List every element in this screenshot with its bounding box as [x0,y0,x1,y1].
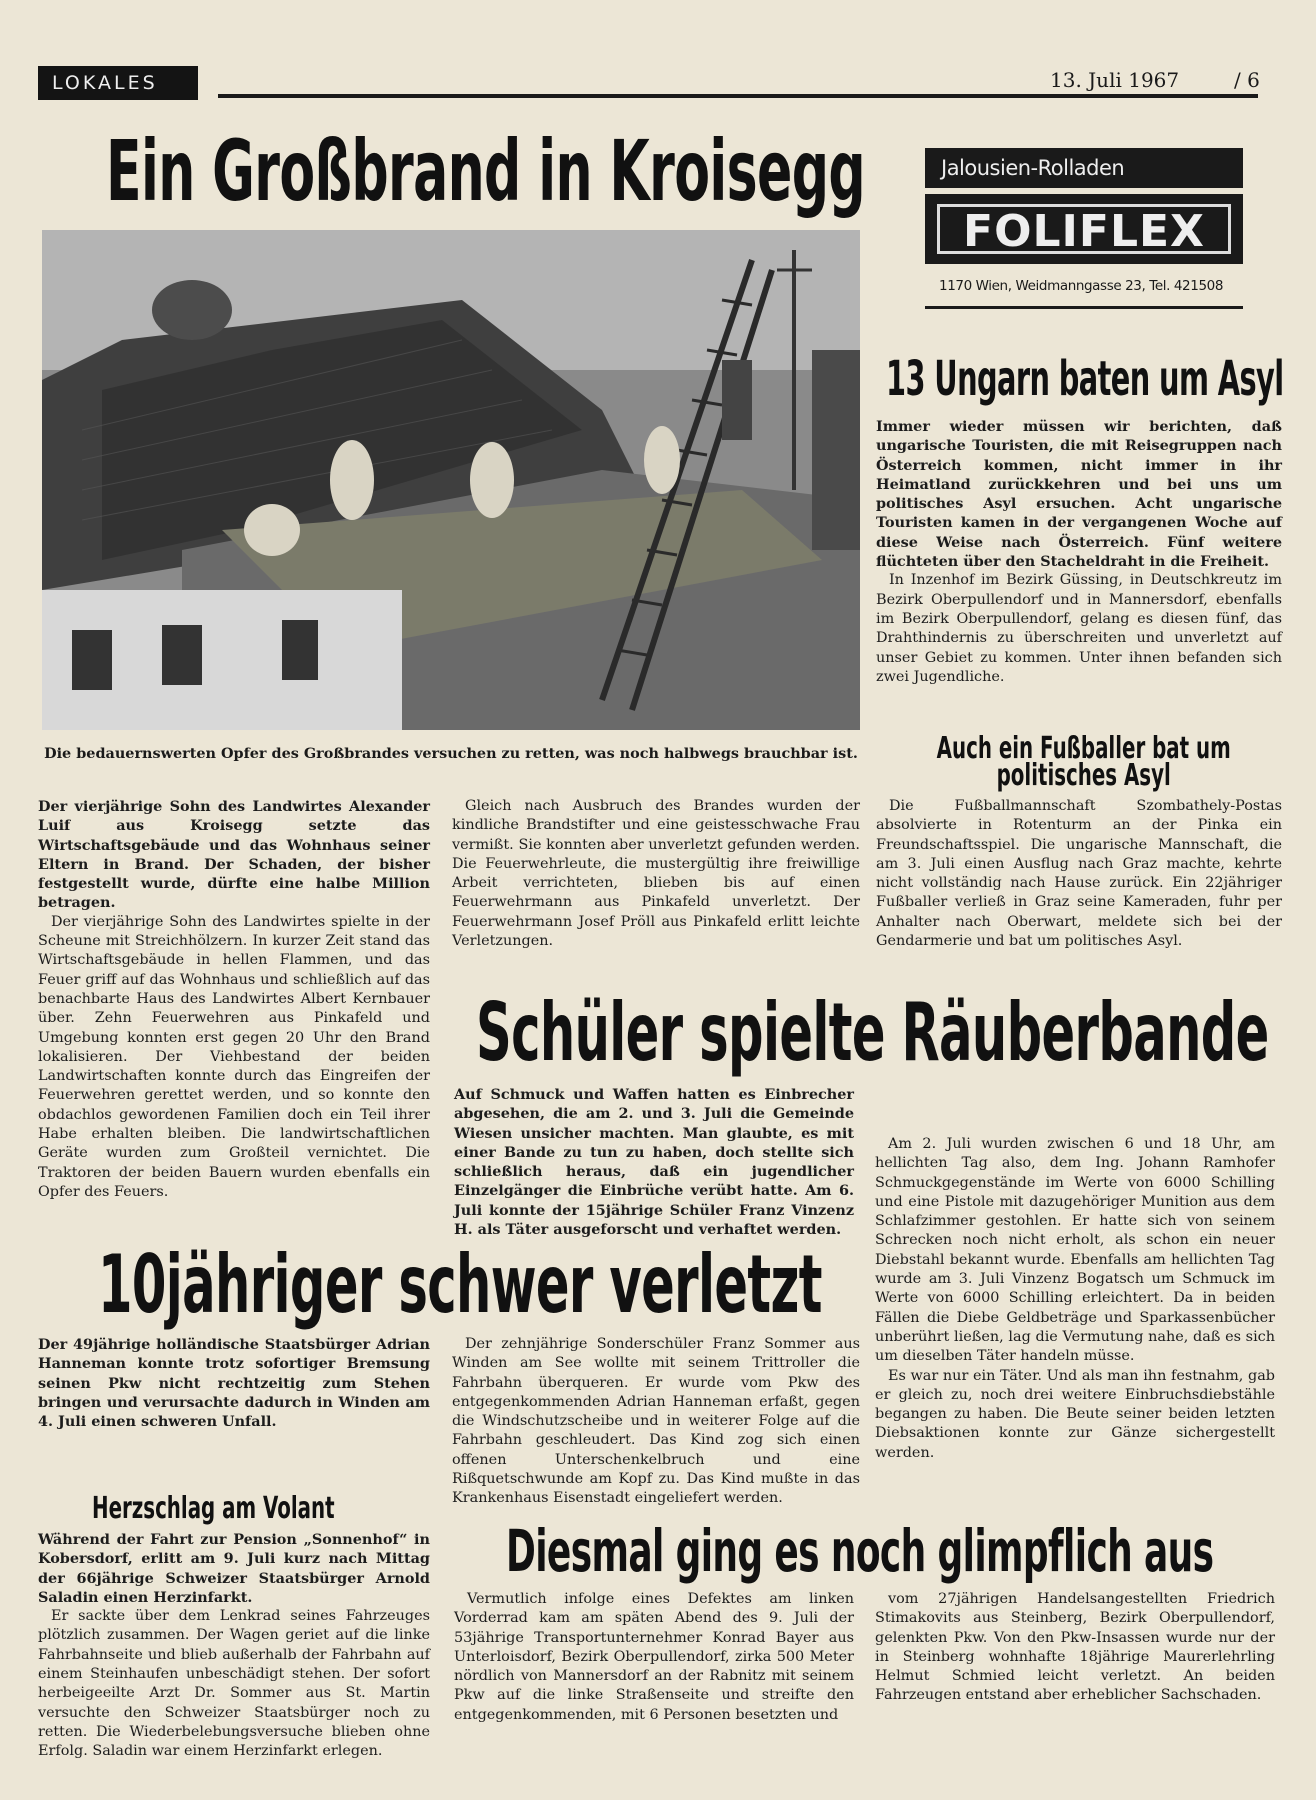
raeuber-body2: Es war nur ein Täter. Und als man ihn festnahm, gab er gleich zu, noch drei weitere Einbruchsdiebstähle begangen zu haben. Die Beute seiner beiden letzten Diebsaktionen konnte zur Gänze sichergestellt werden. [875,1367,1275,1461]
ad-brand-box [925,194,1243,264]
grossbrand-col2 [452,797,860,951]
page-number: / 6 [1234,68,1260,92]
fire-photo-image [42,230,860,730]
headline-grossbrand: Ein Großbrand in Kroisegg [106,122,866,220]
masthead-rule [218,94,1258,98]
fire-photo [42,230,860,730]
headline-ungarn-asyl: 13 Ungarn baten um Asyl [886,351,1284,407]
glimpflich-body1: Vermutlich infolge eines Defektes am linken Vorderrad kam am späten Abend des 9. Juli der 53jährige Transportunternehmer Konrad Bayer aus Unterloisdorf, Bezirk Oberpullendorf, zirka 500 Meter nördlich von Mannersdorf an der Rabnitz mit seinem Pkw auf die linke Straßenseite und streifte den entgegenkommenden, mit 6 Personen besetzten und [454,1591,854,1723]
raeuber-col2 [875,1135,1275,1463]
raeuber-col1 [454,1085,854,1239]
raeuber-body1: Am 2. Juli wurden zwischen 6 und 18 Uhr, am hellichten Tag also, dem Ing. Johann Ramhofer Schmuckgegenstände im Werte von 6000 Schilling und eine Pistole mit dazugehöriger Munition aus dem Schlafzimmer gestohlen. Er hatte sich von seinem Schrecken noch nicht erholt, als schon ein neuer Diebstahl bekannt wurde. Ebenfalls am hellichten Tag wurde am 3. Juli Vinzenz Bogatsch um Schmuck im Werte von 6000 Schilling erleichtert. Da in beiden Fällen die Diebe Geldbeträge und Sparkassenbücher unberührt ließen, lag die Vermutung nahe, daß es sich um dieselben Täter handeln müsse. [875,1136,1275,1365]
raeuber-lead: Auf Schmuck und Waffen hatten es Einbrecher abgesehen, die am 2. und 3. Juli die Gemeinde Wiesen unsicher machten. Man glaubte, es mit einer Bande zu tun zu haben, doch stellte sich schließlich heraus, daß ein jugendlicher Einzelgänger die Einbrüche verübt hatte. Am 6. Juli konnte der 15jährige Schüler Franz Vinzenz H. als Täter ausgeforscht und verhaftet werden. [454,1086,854,1239]
ad-address: 1170 Wien, Weidmanngasse 23, Tel. 421508 [939,278,1224,294]
section-label: LOKALES [38,66,198,100]
photo-caption: Die bedauernswerten Opfer des Großbrandes versuchen zu retten, was noch halbwegs brauchbar ist. [44,745,858,762]
ad-tagline: Jalousien-Rolladen [925,148,1243,188]
unfall-col2 [452,1335,860,1509]
headline-herzschlag: Herzschlag am Volant [92,1491,335,1526]
fussballer-body: Die Fußballmannschaft Szombathely-Postas absolvierte in Rotenturm an der Pinka ein Freundschaftsspiel. Die ungarische Mannschaft, die am 3. Juli einen Ausflug nach Graz machte, kehrte nicht vollständig nach Hause zurück. Ein 22jähriger Fußballer verließ in Graz seine Kameraden, fuhr per Anhalter nach Oberwart, meldete sich bei der Gendarmerie und bat um politisches Asyl. [876,798,1282,950]
fussballer-column [876,797,1282,951]
foliflex-ad [925,148,1245,310]
grossbrand-body2: Gleich nach Ausbruch des Brandes wurden der kindliche Brandstifter und eine geistesschwache Frau vermißt. Sie konnten aber unverletzt gefunden werden. Die Feuerwehrleute, die mustergültig ihre freiwillige Arbeit verrichteten, blieben bis auf einen Feuerwehrmann aus Pinkafeld unverletzt. Der Feuerwehrmann Josef Pröll aus Pinkafeld erlitt leichte Verletzungen. [452,798,860,950]
glimpflich-col1 [454,1590,854,1725]
ad-brand-logo: FOLIFLEX [937,204,1231,254]
grossbrand-lead: Der vierjährige Sohn des Landwirtes Alexander Luif aus Kroisegg setzte das Wirtschaftsgebäude und das Wohnhaus seiner Eltern in Brand. Der Schaden, der bisher festgestellt wurde, dürfte eine halbe Million betragen. [38,798,430,912]
subhead-fussballer: Auch ein Fußballer bat um politisches Asyl [936,731,1231,793]
unfall-lead: Der 49jährige holländische Staatsbürger Adrian Hanneman konnte trotz sofortiger Bremsung seinen Pkw nicht rechtzeitig zum Stehen bringen und verursachte dadurch in Winden am 4. Juli einen schweren Unfall. [38,1336,430,1431]
asyl-body1: In Inzenhof im Bezirk Güssing, in Deutschkreutz im Bezirk Oberpullendorf und in Mannersdorf, ebenfalls im Bezirk Oberpullendorf, gelang es diesen fünf, das Drahthindernis zu überschreiten und unverletzt auf unser Gebiet zu kommen. Unter ihnen befanden sich zwei Jugendliche. [876,572,1282,685]
glimpflich-body2: vom 27jährigen Handelsangestellten Friedrich Stimakovits aus Steinberg, Bezirk Oberpullendorf, gelenkten Pkw. Von den Pkw-Insassen wurde nur der in Steinberg wohnhafte 18jährige Maurerlehrling Helmut Schmied leicht verletzt. An beiden Fahrzeugen entstand aber erheblicher Sachschaden. [875,1591,1275,1704]
issue-date: 13. Juli 1967 [1050,68,1180,92]
ad-rule [925,306,1243,309]
unfall-body: Der zehnjährige Sonderschüler Franz Sommer aus Winden am See wollte mit seinem Trittroller die Fahrbahn überqueren. Er wurde vom Pkw des entgegenkommenden Adrian Hanneman erfaßt, gegen die Windschutzscheibe und in weiterer Folge auf die Fahrbahn geschleudert. Das Kind zog sich einen offenen Unterschenkelbruch und eine Rißquetschwunde am Kopf zu. Das Kind mußte in das Krankenhaus Eisenstadt eingeliefert werden. [452,1336,860,1507]
headline-glimpflich: Diesmal ging es noch glimpflich aus [506,1517,1214,1585]
herzschlag-body: Er sackte über dem Lenkrad seines Fahrzeuges plötzlich zusammen. Der Wagen geriet auf die linke Fahrbahnseite und blieb außerhalb der Fahrbahn auf einem Steinhaufen unbeschädigt stehen. Der sofort herbeigeeilte Arzt Dr. Sommer aus St. Martin versuchte den Schweizer Staatsbürger noch zu retten. Die Wiederbelebungsversuche blieben ohne Erfolg. Saladin war einem Herzinfarkt erlegen. [38,1608,430,1760]
headline-10jaehriger: 10jähriger schwer verletzt [98,1238,822,1331]
asyl-column [876,417,1282,687]
glimpflich-col2 [875,1590,1275,1706]
unfall-col1 [38,1335,430,1431]
asyl-lead: Immer wieder müssen wir berichten, daß ungarische Touristen, die mit Reisegruppen nach Österreich kommen, nicht immer in ihr Heimatland zurückkehren und bei uns um politisches Asyl ersuchen. Acht ungarische Touristen kamen in der vergangenen Woche auf diese Weise nach Österreich. Fünf weitere flüchteten über den Stacheldraht in die Freiheit. [876,418,1282,571]
grossbrand-col1 [38,797,430,1202]
grossbrand-body1: Der vierjährige Sohn des Landwirtes spielte in der Scheune mit Streichhölzern. In kurzer Zeit stand das Wirtschaftsgebäude in hellen Flammen, und das Feuer griff auf das Wohnhaus und schließlich auf das benachbarte Haus des Landwirtes Albert Kernbauer über. Zehn Feuerwehren aus Pinkafeld und Umgebung konnten erst gegen 20 Uhr den Brand lokalisieren. Der Viehbestand der beiden Landwirtschaften konnte durch das Eingreifen der Feuerwehren gerettet werden, und so konnte den obdachlos gewordenen Familien doch ein Teil ihrer Habe erhalten bleiben. Die landwirtschaftlichen Geräte wurden zum Großteil vernichtet. Die Traktoren der beiden Bauern wurden ebenfalls ein Opfer des Feuers. [38,913,430,1200]
headline-schueler-raeuberbande: Schüler spielte Räuberbande [476,986,1269,1079]
herzschlag-column [38,1530,430,1762]
herzschlag-lead: Während der Fahrt zur Pension „Sonnenhof“ in Kobersdorf, erlitt am 9. Juli kurz nach Mittag der 66jährige Schweizer Staatsbürger Arnold Saladin einen Herzinfarkt. [38,1531,430,1606]
